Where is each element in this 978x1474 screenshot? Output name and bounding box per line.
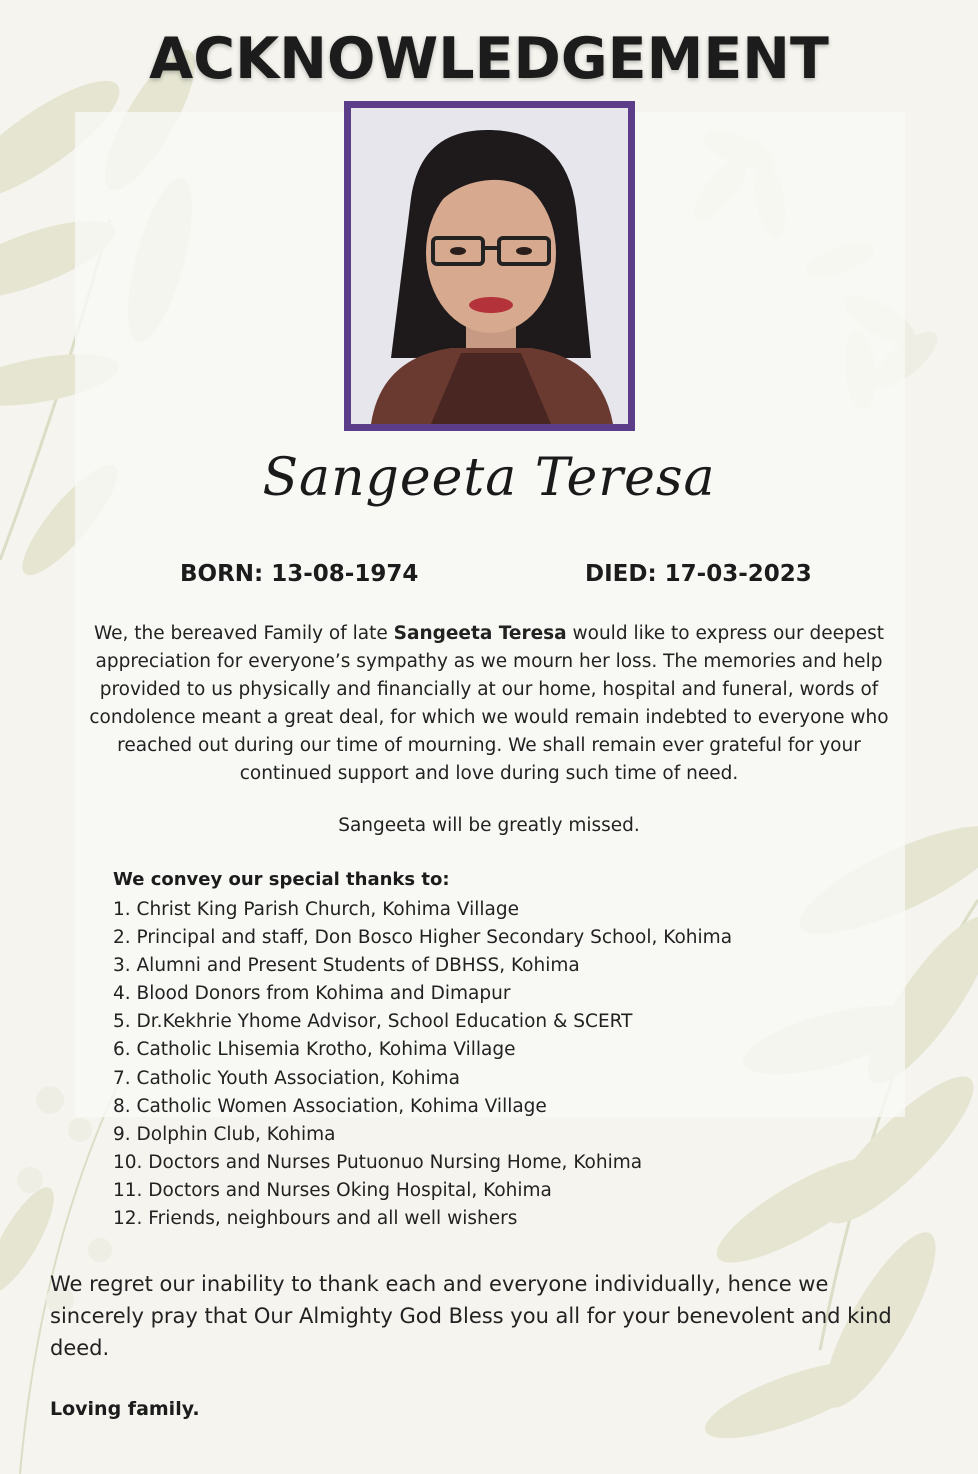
portrait-illustration [351, 108, 628, 424]
list-item: 2. Principal and staff, Don Bosco Higher Secondary School, Kohima [113, 927, 733, 949]
died-date: DIED: 17-03-2023 [585, 561, 812, 587]
list-item: 5. Dr.Kekhrie Yhome Advisor, School Education & SCERT [113, 1011, 633, 1033]
list-item: 12. Friends, neighbours and all well wishers [113, 1208, 518, 1230]
missed-line: Sangeeta will be greatly missed. [338, 815, 640, 836]
appreciation-message [72, 620, 906, 788]
thanks-list [113, 896, 732, 1233]
message-body: would like to express our deepest appreciation for everyone’s sympathy as we mourn her loss. The memories and help provided to us physically and financially at our home, hospital and funeral, words of condolence meant a great deal, for which we would remain indebted to everyone who reached out during our time of mourning. We shall remain ever grateful for your continued support and love during such time of need. [89, 623, 889, 784]
born-date: BORN: 13-08-1974 [180, 561, 419, 587]
list-item: 8. Catholic Women Association, Kohima Village [113, 1095, 547, 1117]
portrait-photo [344, 101, 635, 431]
list-item: 4. Blood Donors from Kohima and Dimapur [113, 983, 511, 1005]
deceased-name: Sangeeta Teresa [262, 448, 716, 508]
signoff: Loving family. [50, 1398, 200, 1420]
list-item: 10. Doctors and Nurses Putuonuo Nursing Home, Kohima [113, 1151, 643, 1173]
list-item: 3. Alumni and Present Students of DBHSS, Kohima [113, 955, 580, 977]
list-item: 11. Doctors and Nurses Oking Hospital, Kohima [113, 1179, 552, 1201]
closing-paragraph: We regret our inability to thank each and everyone individually, hence we sincerely pray that Our Almighty God Bless you all for your benevolent and kind deed. [50, 1272, 892, 1360]
list-item: 1. Christ King Parish Church, Kohima Village [113, 899, 519, 920]
message-intro: We, the bereaved Family of late [93, 623, 394, 644]
list-item: 9. Dolphin Club, Kohima [113, 1123, 336, 1145]
page-title: ACKNOWLEDGEMENT [149, 26, 829, 92]
message-bold-name: Sangeeta Teresa [393, 623, 567, 644]
list-item: 6. Catholic Lhisemia Krotho, Kohima Village [113, 1039, 516, 1061]
list-item: 7. Catholic Youth Association, Kohima [113, 1067, 461, 1089]
thanks-heading: We convey our special thanks to: [113, 869, 450, 890]
